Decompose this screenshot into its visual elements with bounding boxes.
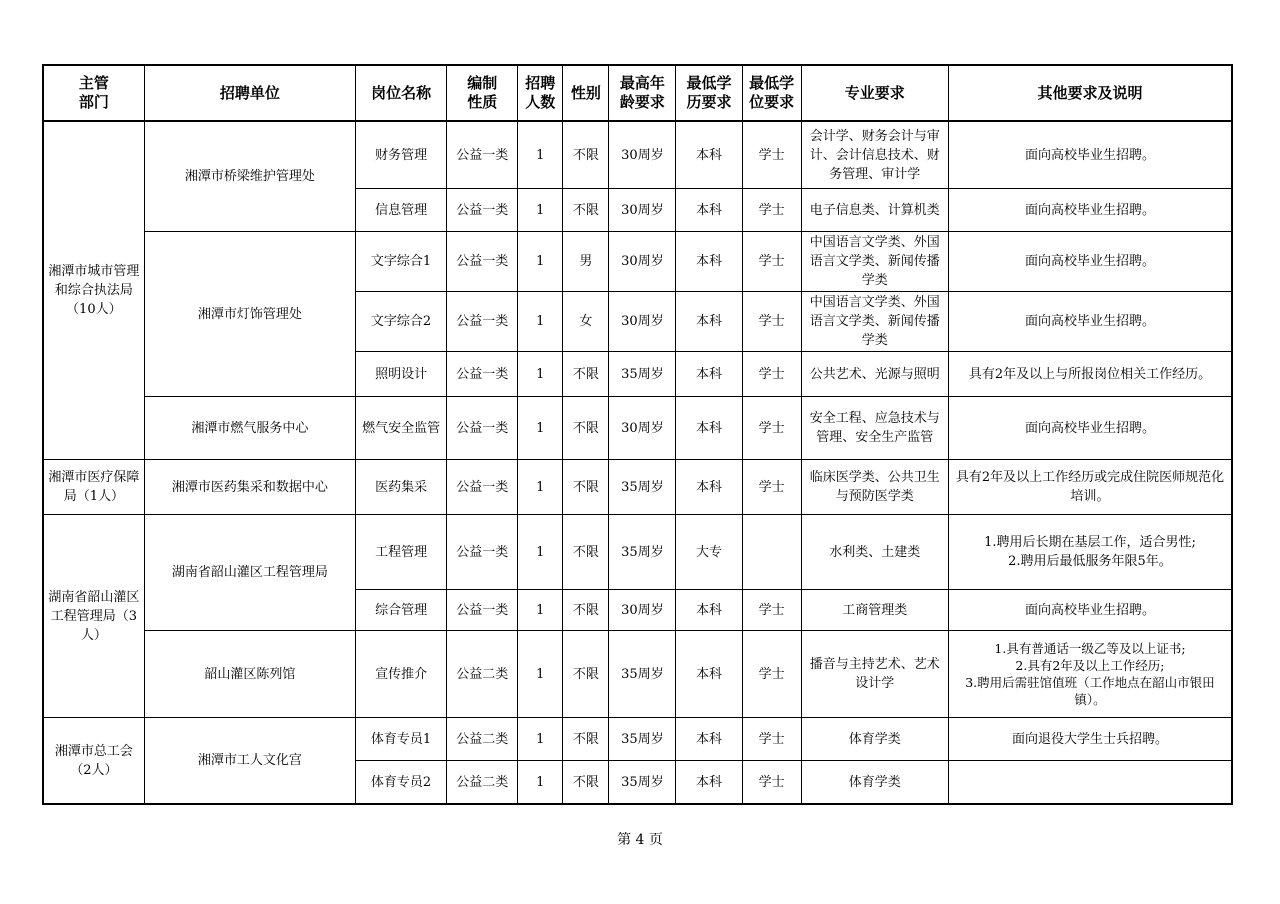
degree-cell: 学士 <box>742 189 801 232</box>
unit-cell: 湘潭市医药集采和数据中心 <box>144 460 355 515</box>
staffing-cell: 公益二类 <box>447 631 518 718</box>
position-cell: 体育专员2 <box>356 761 447 805</box>
header-row <box>43 65 1232 121</box>
unit-cell: 湘潭市燃气服务中心 <box>144 397 355 460</box>
header-position: 岗位名称 <box>356 65 447 121</box>
degree-cell: 学士 <box>742 121 801 189</box>
table-row <box>43 631 1232 718</box>
staffing-cell: 公益二类 <box>447 761 518 805</box>
department-cell: 湖南省韶山灌区工程管理局（3人） <box>43 515 144 718</box>
position-cell: 文字综合1 <box>356 232 447 292</box>
degree-cell: 学士 <box>742 232 801 292</box>
gender-cell: 不限 <box>563 189 609 232</box>
major-cell: 中国语言文学类、外国语言文学类、新闻传播学类 <box>801 292 948 352</box>
major-cell: 会计学、财务会计与审计、会计信息技术、财务管理、审计学 <box>801 121 948 189</box>
degree-cell: 学士 <box>742 352 801 397</box>
position-cell: 财务管理 <box>356 121 447 189</box>
gender-cell: 不限 <box>563 352 609 397</box>
other-cell: 面向高校毕业生招聘。 <box>948 121 1232 189</box>
count-cell: 1 <box>518 718 563 761</box>
age-cell: 35周岁 <box>609 515 676 590</box>
age-cell: 30周岁 <box>609 397 676 460</box>
position-cell: 综合管理 <box>356 590 447 631</box>
gender-cell: 不限 <box>563 718 609 761</box>
staffing-cell: 公益一类 <box>447 397 518 460</box>
table-row <box>43 460 1232 515</box>
page-number: 第 4 页 <box>617 832 663 848</box>
header-min-degree: 最低学 位要求 <box>742 65 801 121</box>
edu-cell: 本科 <box>676 761 742 805</box>
position-cell: 体育专员1 <box>356 718 447 761</box>
other-cell: 面向高校毕业生招聘。 <box>948 397 1232 460</box>
count-cell: 1 <box>518 397 563 460</box>
other-cell: 1.具有普通话一级乙等及以上证书; 2.具有2年及以上工作经历; 3.聘用后需驻馆值班（工作地点在韶山市银田镇）。 <box>948 631 1232 718</box>
age-cell: 35周岁 <box>609 761 676 805</box>
table-row <box>43 397 1232 460</box>
degree-cell: 学士 <box>742 292 801 352</box>
major-cell: 安全工程、应急技术与管理、安全生产监管 <box>801 397 948 460</box>
other-cell: 面向高校毕业生招聘。 <box>948 292 1232 352</box>
age-cell: 35周岁 <box>609 718 676 761</box>
age-cell: 35周岁 <box>609 631 676 718</box>
degree-cell: 学士 <box>742 718 801 761</box>
unit-cell: 湘潭市工人文化宫 <box>144 718 355 805</box>
major-cell: 电子信息类、计算机类 <box>801 189 948 232</box>
header-min-edu: 最低学 历要求 <box>676 65 742 121</box>
unit-cell: 湘潭市桥梁维护管理处 <box>144 121 355 232</box>
position-cell: 宣传推介 <box>356 631 447 718</box>
unit-cell: 韶山灌区陈列馆 <box>144 631 355 718</box>
header-unit: 招聘单位 <box>144 65 355 121</box>
department-cell: 湘潭市医疗保障局（1人） <box>43 460 144 515</box>
position-cell: 文字综合2 <box>356 292 447 352</box>
gender-cell: 不限 <box>563 515 609 590</box>
count-cell: 1 <box>518 631 563 718</box>
age-cell: 35周岁 <box>609 352 676 397</box>
header-major: 专业要求 <box>801 65 948 121</box>
other-cell: 面向高校毕业生招聘。 <box>948 232 1232 292</box>
position-cell: 信息管理 <box>356 189 447 232</box>
count-cell: 1 <box>518 292 563 352</box>
unit-cell: 湘潭市灯饰管理处 <box>144 232 355 397</box>
age-cell: 30周岁 <box>609 590 676 631</box>
header-count: 招聘 人数 <box>518 65 563 121</box>
degree-cell: 学士 <box>742 631 801 718</box>
staffing-cell: 公益一类 <box>447 590 518 631</box>
edu-cell: 大专 <box>676 515 742 590</box>
staffing-cell: 公益一类 <box>447 189 518 232</box>
major-cell: 体育学类 <box>801 761 948 805</box>
position-cell: 医药集采 <box>356 460 447 515</box>
count-cell: 1 <box>518 761 563 805</box>
edu-cell: 本科 <box>676 718 742 761</box>
table-row <box>43 232 1232 292</box>
degree-cell: 学士 <box>742 397 801 460</box>
count-cell: 1 <box>518 590 563 631</box>
position-cell: 工程管理 <box>356 515 447 590</box>
other-cell <box>948 761 1232 805</box>
major-cell: 临床医学类、公共卫生与预防医学类 <box>801 460 948 515</box>
table-row <box>43 515 1232 590</box>
staffing-cell: 公益一类 <box>447 232 518 292</box>
staffing-cell: 公益一类 <box>447 292 518 352</box>
age-cell: 30周岁 <box>609 232 676 292</box>
other-cell: 1.聘用后长期在基层工作，适合男性; 2.聘用后最低服务年限5年。 <box>948 515 1232 590</box>
degree-cell: 学士 <box>742 460 801 515</box>
position-cell: 照明设计 <box>356 352 447 397</box>
table-row <box>43 718 1232 761</box>
gender-cell: 男 <box>563 232 609 292</box>
department-cell: 湘潭市城市管理和综合执法局（10人） <box>43 121 144 460</box>
edu-cell: 本科 <box>676 460 742 515</box>
edu-cell: 本科 <box>676 292 742 352</box>
edu-cell: 本科 <box>676 232 742 292</box>
gender-cell: 不限 <box>563 460 609 515</box>
count-cell: 1 <box>518 121 563 189</box>
other-cell: 面向高校毕业生招聘。 <box>948 590 1232 631</box>
table-row <box>43 121 1232 189</box>
gender-cell: 不限 <box>563 590 609 631</box>
gender-cell: 不限 <box>563 761 609 805</box>
other-cell: 具有2年及以上与所报岗位相关工作经历。 <box>948 352 1232 397</box>
degree-cell: 学士 <box>742 590 801 631</box>
recruitment-table <box>42 64 1233 805</box>
count-cell: 1 <box>518 460 563 515</box>
major-cell: 工商管理类 <box>801 590 948 631</box>
edu-cell: 本科 <box>676 397 742 460</box>
gender-cell: 不限 <box>563 397 609 460</box>
other-cell: 面向高校毕业生招聘。 <box>948 189 1232 232</box>
other-cell: 具有2年及以上工作经历或完成住院医师规范化培训。 <box>948 460 1232 515</box>
staffing-cell: 公益一类 <box>447 352 518 397</box>
header-staffing: 编制 性质 <box>447 65 518 121</box>
staffing-cell: 公益二类 <box>447 718 518 761</box>
header-max-age: 最高年 龄要求 <box>609 65 676 121</box>
age-cell: 30周岁 <box>609 292 676 352</box>
position-cell: 燃气安全监管 <box>356 397 447 460</box>
age-cell: 30周岁 <box>609 121 676 189</box>
edu-cell: 本科 <box>676 590 742 631</box>
edu-cell: 本科 <box>676 352 742 397</box>
staffing-cell: 公益一类 <box>447 121 518 189</box>
count-cell: 1 <box>518 232 563 292</box>
major-cell: 体育学类 <box>801 718 948 761</box>
header-department: 主管 部门 <box>43 65 144 121</box>
degree-cell <box>742 515 801 590</box>
header-gender: 性别 <box>563 65 609 121</box>
count-cell: 1 <box>518 352 563 397</box>
count-cell: 1 <box>518 189 563 232</box>
staffing-cell: 公益一类 <box>447 460 518 515</box>
major-cell: 水利类、土建类 <box>801 515 948 590</box>
major-cell: 播音与主持艺术、艺术设计学 <box>801 631 948 718</box>
age-cell: 30周岁 <box>609 189 676 232</box>
gender-cell: 女 <box>563 292 609 352</box>
unit-cell: 湖南省韶山灌区工程管理局 <box>144 515 355 631</box>
age-cell: 35周岁 <box>609 460 676 515</box>
gender-cell: 不限 <box>563 631 609 718</box>
count-cell: 1 <box>518 515 563 590</box>
edu-cell: 本科 <box>676 189 742 232</box>
major-cell: 中国语言文学类、外国语言文学类、新闻传播学类 <box>801 232 948 292</box>
department-cell: 湘潭市总工会（2人） <box>43 718 144 805</box>
edu-cell: 本科 <box>676 121 742 189</box>
other-cell: 面向退役大学生士兵招聘。 <box>948 718 1232 761</box>
gender-cell: 不限 <box>563 121 609 189</box>
staffing-cell: 公益一类 <box>447 515 518 590</box>
degree-cell: 学士 <box>742 761 801 805</box>
major-cell: 公共艺术、光源与照明 <box>801 352 948 397</box>
edu-cell: 本科 <box>676 631 742 718</box>
header-other: 其他要求及说明 <box>948 65 1232 121</box>
